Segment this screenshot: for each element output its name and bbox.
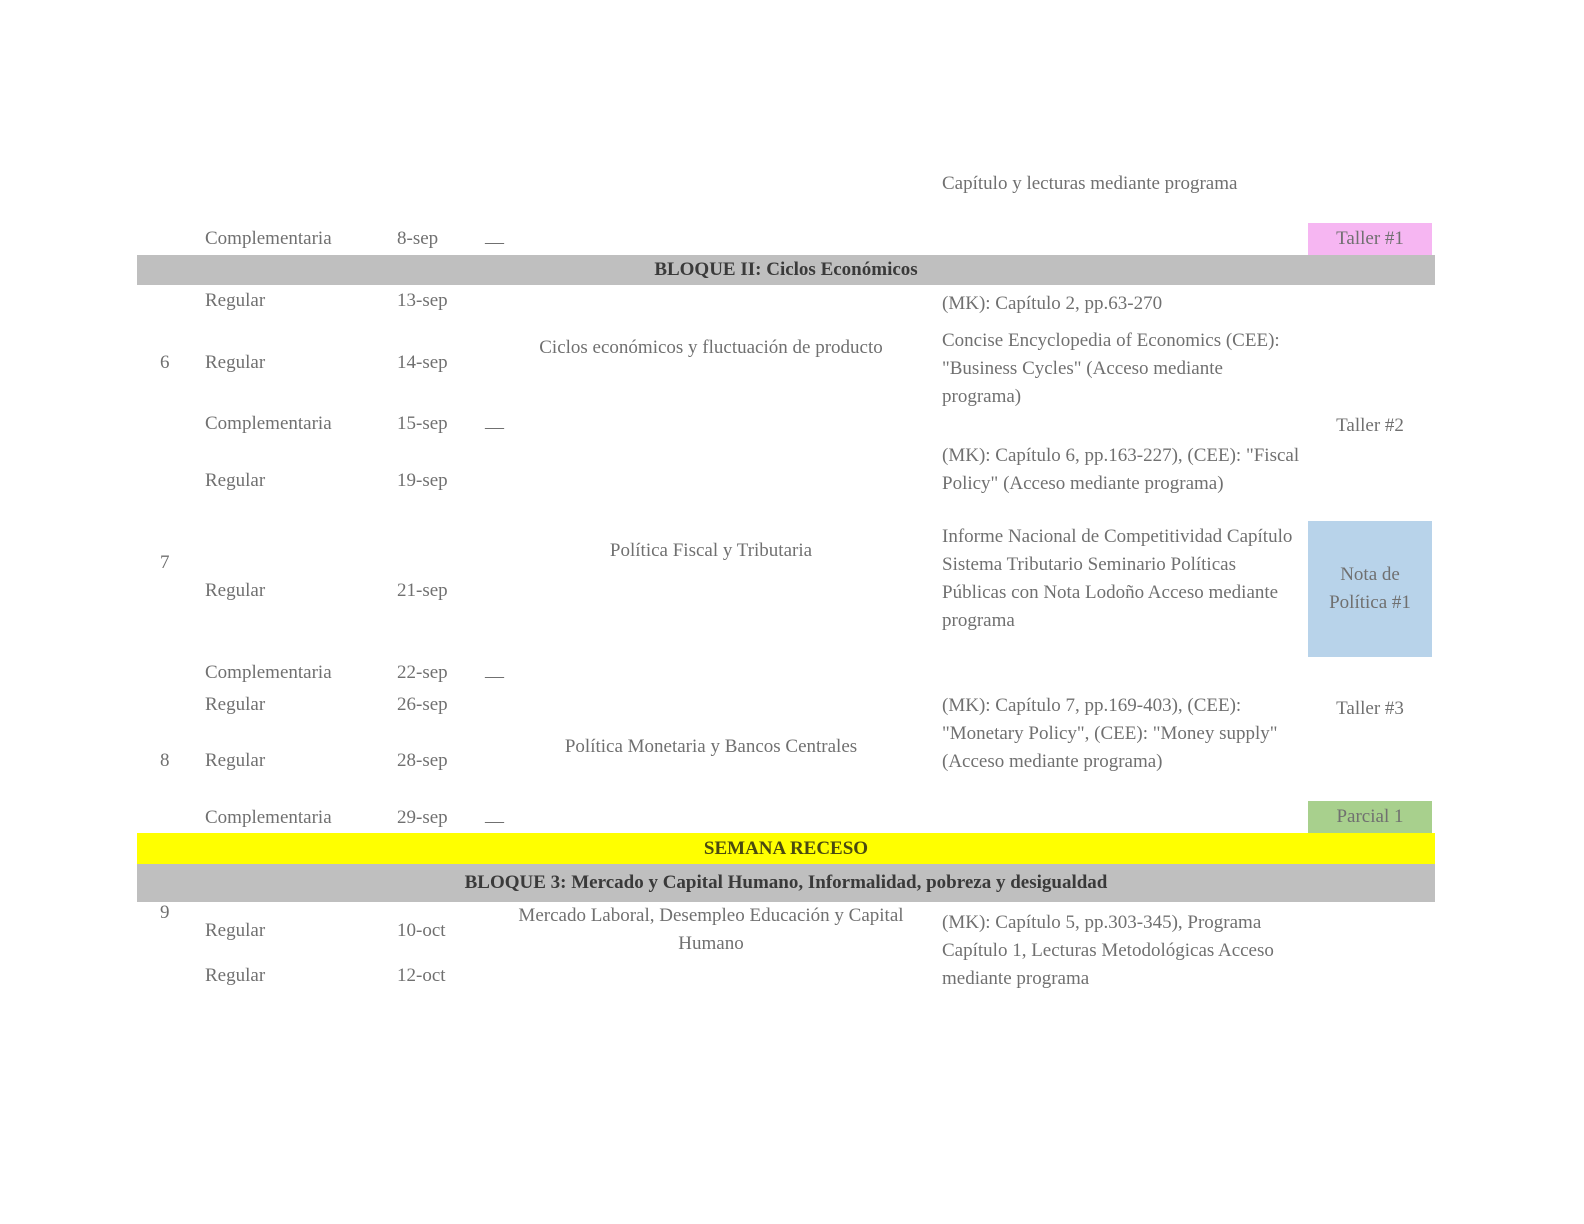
- topic-cell: Política Monetaria y Bancos Centrales: [564, 736, 858, 757]
- session-date: 12-oct: [397, 965, 446, 986]
- session-type: Regular: [205, 580, 266, 601]
- session-type: Regular: [205, 750, 266, 771]
- reading-cell: (MK): Capítulo 7, pp.169-403), (CEE): "Monetary Policy", (CEE): "Money supply" (Acceso mediante programa): [942, 695, 1278, 772]
- session-type: Regular: [205, 470, 266, 491]
- activity-badge-pink: [1308, 223, 1432, 255]
- session-type: Regular: [205, 290, 266, 311]
- break-week-band: [137, 833, 1435, 864]
- reading-cell: (MK): Capítulo 2, pp.63-270: [942, 293, 1163, 314]
- activity-label: Parcial 1: [1336, 806, 1404, 827]
- session-date: 19-sep: [397, 470, 448, 491]
- session-date: 29-sep: [397, 807, 448, 828]
- week-number: 9: [160, 902, 170, 923]
- week-number: 6: [160, 352, 170, 373]
- week-number: 8: [160, 750, 170, 771]
- week-number: 7: [160, 552, 170, 573]
- activity-label: Nota de Política #1: [1329, 564, 1411, 613]
- session-type: Regular: [205, 694, 266, 715]
- reading-cell: Concise Encyclopedia of Economics (CEE): "Business Cycles" (Acceso mediante programa): [942, 330, 1280, 407]
- topic-cell: Política Fiscal y Tributaria: [609, 540, 813, 561]
- session-date: 10-oct: [397, 920, 446, 941]
- section-header-3: [137, 864, 1435, 902]
- topic-dash: —: [485, 666, 504, 687]
- session-type: Regular: [205, 920, 266, 941]
- session-date: 13-sep: [397, 290, 448, 311]
- session-type: Complementaria: [205, 662, 332, 683]
- session-type: Regular: [205, 965, 266, 986]
- reading-cell: (MK): Capítulo 6, pp.163-227), (CEE): "Fiscal Policy" (Acceso mediante programa): [942, 445, 1300, 494]
- break-title: SEMANA RECESO: [703, 837, 869, 859]
- activity-label: Taller #1: [1336, 228, 1404, 249]
- reading-cell: Informe Nacional de Competitividad Capítulo Sistema Tributario Seminario Políticas Públicas con Nota Lodoño Acceso mediante programa: [942, 526, 1293, 631]
- session-date: 8-sep: [397, 228, 439, 249]
- session-type: Complementaria: [205, 228, 332, 249]
- session-date: 21-sep: [397, 580, 448, 601]
- session-date: 14-sep: [397, 352, 448, 373]
- activity-badge-blue: [1308, 521, 1432, 657]
- session-date: 15-sep: [397, 413, 448, 434]
- section-title: BLOQUE 3: Mercado y Capital Humano, Informalidad, pobreza y desigualdad: [464, 872, 1108, 893]
- session-type: Complementaria: [205, 413, 332, 434]
- topic-cell: Ciclos económicos y fluctuación de producto: [539, 337, 883, 358]
- session-type: Regular: [205, 352, 266, 373]
- session-date: 28-sep: [397, 750, 448, 771]
- session-type: Complementaria: [205, 807, 332, 828]
- reading-cell: (MK): Capítulo 5, pp.303-345), Programa Capítulo 1, Lecturas Metodológicas Acceso mediante programa: [942, 912, 1274, 989]
- topic-dash: —: [485, 232, 504, 253]
- section-header-1: [137, 255, 1435, 285]
- topic-cell: Mercado Laboral, Desempleo Educación y Capital Humano: [518, 905, 904, 954]
- activity-badge-green: [1308, 801, 1432, 833]
- topic-dash: —: [485, 811, 504, 832]
- reading-cell: Capítulo y lecturas mediante programa: [942, 173, 1238, 194]
- topic-dash: —: [485, 417, 504, 438]
- session-date: 22-sep: [397, 662, 448, 683]
- activity-label: Taller #2: [1336, 415, 1404, 436]
- activity-label: Taller #3: [1336, 698, 1404, 719]
- section-title: BLOQUE II: Ciclos Económicos: [654, 259, 918, 280]
- session-date: 26-sep: [397, 694, 448, 715]
